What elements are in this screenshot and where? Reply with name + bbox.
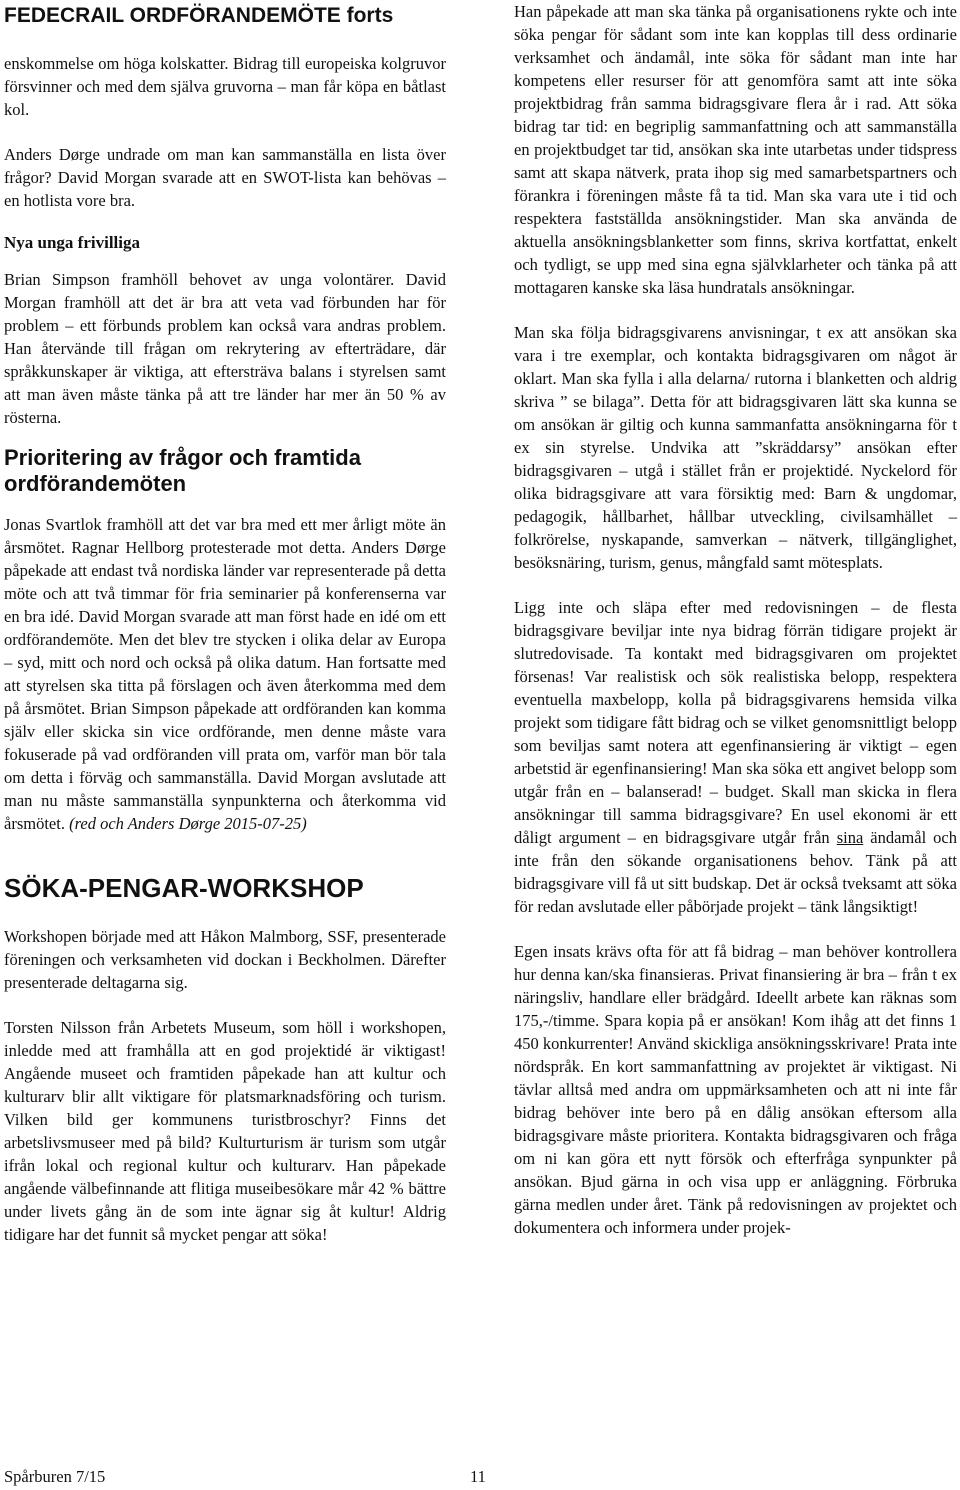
paragraph: Anders Dørge undrade om man kan sammanställa en lista över frågor? David Morgan svarade att en SWOT-lista kan behövas – en hotlista vore bra. — [4, 145, 446, 210]
underlined-word: sina — [836, 828, 864, 847]
right-column — [514, 0, 957, 1239]
paragraph: Brian Simpson framhöll behovet av unga volontärer. David Morgan framhöll att det är bra att veta vad förbunden har för problem – ett förbunds problem kan också vara andras problem. Han återvände till frågan om rekrytering av efterträdare, där språkkunskaper är viktiga, att eftersträva balans i styrelsen samt att man även måste tänka på att tre länder har mer än 50 % av rösterna. — [4, 270, 446, 427]
paragraph — [514, 596, 957, 918]
page-number: 11 — [470, 1467, 486, 1486]
paragraph: Workshopen började med att Håkon Malmborg, SSF, presenterade föreningen och verksamheten vid dockan i Beckholmen. Därefter presenterade deltagarna sig. — [4, 927, 446, 992]
editor-credit: (red och Anders Dørge 2015-07-25) — [69, 814, 307, 833]
section-heading: Prioritering av frågor och framtida ordförandemöten — [4, 445, 361, 496]
section-heading: Nya unga frivilliga — [4, 233, 141, 252]
section-heading: SÖKA-PENGAR-WORKSHOP — [4, 873, 364, 903]
paragraph: enskommelse om höga kolskatter. Bidrag till europeiska kolgruvor försvinner och med dem själva gruvorna – man får köpa en båtlast kol. — [4, 54, 446, 119]
paragraph-text: Jonas Svartlok framhöll att det var bra med ett mer årligt möte än årsmötet. Ragnar Hellborg protesterade mot detta. Anders Dørge påpekade att endast två nordiska länder var representerade på detta möte och att två timmar för fria seminarier på konferenserna var en bra idé. David Morgan svarade att man först hade en idé om ett ordförandemöte. Men det blev tre stycken i olika delar av Europa – syd, mitt och nord och också på olika datum. Han fortsatte med att styrelsen ska titta på förslagen och även återkomma med dem på årsmötet. Brian Simpson påpekade att ordföranden kan komma själv eller skicka sin vice ordförande, men denne måste vara fokuserade på vad ordföranden vill prata om, varför man bör tala om detta i förväg och sammanställa. David Morgan avslutade att man nu måste sammanställa synpunkterna och återkomma vid årsmötet. — [4, 515, 446, 833]
paragraph-text: Ligg inte och släpa efter med redovisningen – de flesta bidragsgivare beviljar inte nya bidrag förrän tidigare projekt är slutredovisade. Ta kontakt med bidragsgivaren om projektet försenas! Var realistisk och sök realistiska belopp, respektera eventuella maxbelopp, kolla på bidragsgivarens hemsida vilka projekt som tidigare fått bidrag och se vilket genomsnittligt belopp som beviljas samt notera att egenfinansiering är viktigt – egen arbetstid är egenfinansiering! Man ska söka ett angivet belopp som utgår från en – balanserad! – budget. Skall man skicka in flera ansökningar till samma bidragsgivare? En usel ekonomi är ett dåligt argument – en bidragsgivare utgår från — [514, 598, 957, 847]
footer-publication: Spårburen 7/15 — [4, 1467, 106, 1486]
paragraph: Han påpekade att man ska tänka på organisationens rykte och inte söka pengar för sådant som inte kan kopplas till dess ordinarie verksamhet och ändamål, inte söka för sådant man inte har kompetens eller resurser för att genomföra samt att inte söka projektbidrag från samma bidragsgivare flera år i rad. Att söka bidrag tar tid: en begriplig sammanfattning och att sammanställa en projektbudget tar tid, ansökan ska inte utarbetas under tidspress samt att skapa nätverk, prata ihop sig med samarbetspartners och förankra i föreningen måste få ta tid. Man ska vara ute i tid och respektera fastställda ansökningstider. Man ska använda de aktuella ansökningsblanketter som finns, skriva kortfattat, enkelt och tydligt, se upp med sina egna självklarheter och tänka på att mottagaren kanske ska läsa hundratals ansökningar. — [514, 2, 957, 297]
paragraph: Man ska följa bidragsgivarens anvisningar, t ex att ansökan ska vara i tre exemplar, och kontakta bidragsgivaren om något är oklart. Man ska fylla i alla delarna/ rutorna i blanketten och aldrig skriva ” se bilaga”. Detta för att bidragsgivaren lätt ska kunna se om ansökan är giltig och kunna sammanfatta ansökningarna för t ex sin styrelse. Undvika att ”skräddarsy” ansökan efter bidragsgivaren – utgå i stället från er projektidé. Nyckelord för olika bidragsgivare att vara försiktig med: Barn & ungdomar, pedagogik, hållbarhet, hållbar utveckling, civilsamhället – folkrörelse, nyskapande, samverkan – nätverk, tillgänglighet, besöksnäring, turism, genus, mångfald samt mötesplats. — [514, 323, 957, 572]
left-column — [4, 0, 446, 1246]
paragraph: Torsten Nilsson från Arbetets Museum, som höll i workshopen, inledde med att framhålla att en god projektidé är viktigast! Angående museet och framtiden påpekade han att kultur och kulturarv blir allt viktigare för platsmarknadsföring och turism. Vilken bild ger kommunens turistbroschyr? Finns det arbetslivsmuseer med på bild? Kulturturism är turism som utgår ifrån lokal och regional kultur och kulturarv. Han påpekade angående välbefinnande att flitiga museibesökare mår 42 % bättre under livets gång än de som inte ägnar sig åt kultur! Aldrig tidigare har det funnit så mycket pengar att söka! — [4, 1018, 446, 1244]
running-head: FEDECRAIL ORDFÖRANDEMÖTE forts — [4, 4, 394, 27]
paragraph-text: ändamål och inte från den sökande organisationens behov. Tänk på att bidragsgivare vill få ut sitt budskap. Det är också tveksamt att söka för redan avslutade eller påbörjade projekt – tänk långsiktigt! — [514, 828, 957, 916]
paragraph — [4, 513, 446, 835]
paragraph: Egen insats krävs ofta för att få bidrag – man behöver kontrollera hur denna kan/ska finansieras. Privat finansiering är bra – från t ex näringsliv, handlare eller brädgård. Ideellt arbete kan räknas som 175,-/timme. Spara kopia på er ansökan! Kom ihåg att det finns 1 450 konkurrenter! Använd skickliga ansökningsskrivare! Prata inte nördspråk. En kort sammanfattning av projektet är viktigast. Ni tävlar alltså med andra om uppmärksamheten och att ni inte får bidrag behöver inte bero på en dålig ansökan eftersom alla bidragsgivare måste prioritera. Kontakta bidragsgivaren och fråga om ni kan göra ett nytt försök och efterfråga synpunkter på ansökan. Bjud gärna in och visa upp er anläggning. Förbruka gärna medlen under året. Tänk på redovisningen av projektet och dokumentera och informera under projek- — [514, 942, 957, 1237]
